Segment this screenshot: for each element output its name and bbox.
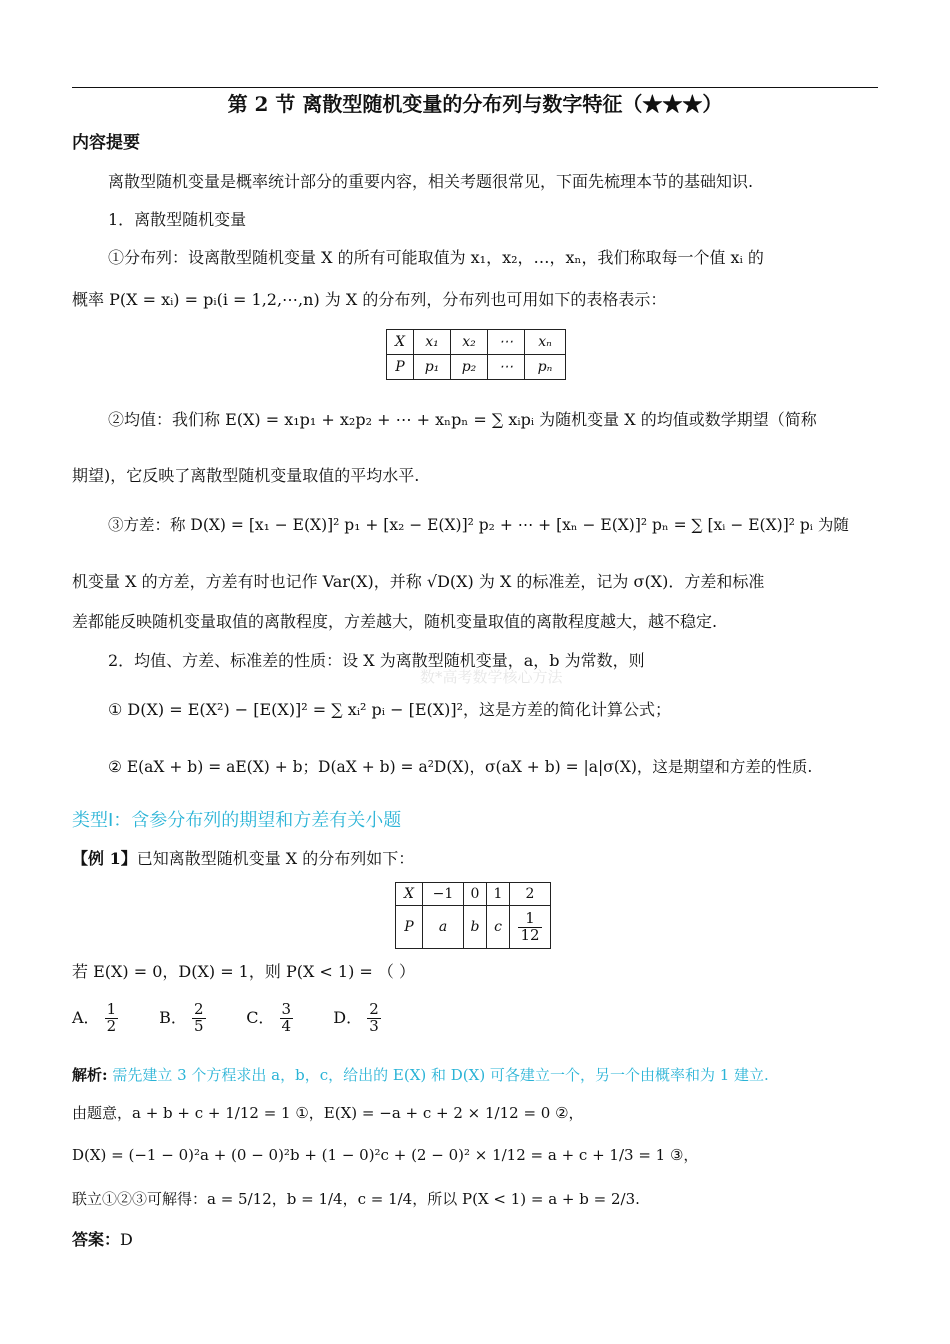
equation-line-3: 联立①②③可解得：a = 5/12，b = 1/4，c = 1/4，所以 P(X < 1) = a + b = 2/3.	[72, 1190, 640, 1208]
variance-text-line1: ③方差：称 D(X) = [x₁ − E(X)]² p₁ + [x₂ − E(X)]² p₂ + ⋯ + [xₙ − E(X)]² pₙ = ∑ [xᵢ − E(X)]² pᵢ 为随	[108, 516, 849, 534]
table-cell: p₁	[414, 355, 451, 380]
table-cell: P	[387, 355, 414, 380]
answer-value: D	[120, 1230, 133, 1249]
example-distribution-table	[395, 882, 551, 949]
fraction-denominator: 3	[369, 1016, 379, 1035]
section-title: 第 2 节 离散型随机变量的分布列与数字特征（★★★）	[227, 92, 723, 116]
example-label: 【例 1】	[72, 849, 137, 868]
table-cell: P	[396, 906, 423, 949]
subsection-2-heading: 2．均值、方差、标准差的性质：设 X 为离散型随机变量，a，b 为常数，则	[108, 651, 645, 670]
question-text: 若 E(X) = 0，D(X) = 1，则 P(X < 1) = （ ）	[72, 962, 416, 981]
option-letter: C．	[246, 1007, 275, 1027]
option-fraction	[280, 1002, 294, 1035]
table-cell: x₂	[451, 330, 488, 355]
intro-paragraph: 离散型随机变量是概率统计部分的重要内容，相关考题很常见，下面先梳理本节的基础知识.	[108, 172, 754, 191]
watermark-text: 数*高考数学核心方法	[420, 668, 563, 686]
mean-text-line2: 期望)，它反映了离散型随机变量取值的平均水平.	[72, 466, 420, 485]
type-1-heading: 类型Ⅰ：含参分布列的期望和方差有关小题	[72, 810, 402, 831]
example-1-statement	[72, 849, 414, 868]
answer-label: 答案：	[72, 1230, 121, 1249]
top-rule	[72, 87, 878, 88]
option-a	[72, 1002, 154, 1035]
table-cell: X	[387, 330, 414, 355]
distribution-table	[386, 329, 566, 380]
mean-text-line1: ②均值：我们称 E(X) = x₁p₁ + x₂p₂ + ⋯ + xₙpₙ = ∑ xᵢpᵢ 为随机变量 X 的均值或数学期望（简称	[108, 410, 817, 429]
option-d	[333, 1002, 415, 1035]
option-b	[159, 1002, 241, 1035]
option-fraction	[367, 1002, 381, 1035]
analysis-line	[72, 1066, 769, 1084]
fraction-numerator: 1	[106, 1000, 117, 1018]
variance-text-line2: 机变量 X 的方差，方差有时也记作 Var(X)，并称 √D(X) 为 X 的标准差，记为 σ(X)．方差和标准	[72, 572, 765, 591]
option-c	[246, 1002, 328, 1035]
example-text: 已知离散型随机变量 X 的分布列如下：	[136, 849, 415, 868]
table-cell: −1	[423, 883, 464, 906]
table-cell: xₙ	[525, 330, 566, 355]
fraction	[518, 908, 541, 944]
fraction-numerator: 1	[518, 911, 541, 928]
option-letter: D．	[333, 1007, 363, 1027]
table-cell: c	[487, 906, 510, 949]
table-cell: ⋯	[488, 330, 525, 355]
table-cell: ⋯	[488, 355, 525, 380]
option-letter: A．	[72, 1007, 100, 1027]
answer-line	[72, 1230, 133, 1249]
content-summary-heading: 内容提要	[72, 133, 140, 153]
property-2: ② E(aX + b) = aE(X) + b；D(aX + b) = a²D(X)，σ(aX + b) = |a|σ(X)，这是期望和方差的性质.	[108, 758, 813, 776]
fraction-denominator: 5	[193, 1016, 204, 1035]
variance-text-line3: 差都能反映随机变量取值的离散程度，方差越大，随机变量取值的离散程度越大，越不稳定.	[72, 612, 718, 631]
equation-line-1: 由题意，a + b + c + 1/12 = 1 ①，E(X) = −a + c + 2 × 1/12 = 0 ②，	[72, 1104, 584, 1122]
option-fraction	[105, 1002, 119, 1035]
distribution-text-line2: 概率 P(X = xᵢ) = pᵢ(i = 1,2,⋯,n) 为 X 的分布列，分布列也可用如下的表格表示：	[72, 290, 667, 309]
analysis-label: 解析:	[72, 1066, 108, 1084]
fraction-numerator: 2	[193, 1000, 204, 1018]
fraction-denominator: 2	[106, 1016, 117, 1035]
analysis-hint: 需先建立 3 个方程求出 a，b，c，给出的 E(X) 和 D(X) 可各建立一个，另一个由概率和为 1 建立.	[112, 1066, 769, 1084]
table-cell: 2	[510, 883, 551, 906]
distribution-text-line1: ①分布列：设离散型随机变量 X 的所有可能取值为 x₁，x₂，…，xₙ，我们称取每一个值 xᵢ 的	[108, 248, 764, 267]
table-cell: a	[423, 906, 464, 949]
option-letter: B．	[159, 1007, 187, 1027]
option-fraction	[192, 1002, 206, 1035]
subsection-1-heading: 1．离散型随机变量	[108, 210, 247, 229]
fraction-numerator: 2	[369, 1000, 379, 1018]
answer-options	[72, 1002, 415, 1035]
fraction-denominator: 4	[281, 1016, 292, 1035]
property-1: ① D(X) = E(X²) − [E(X)]² = ∑ xᵢ² pᵢ − [E(X)]²，这是方差的简化计算公式；	[108, 700, 672, 719]
fraction-denominator: 12	[520, 925, 540, 944]
table-cell: 0	[464, 883, 487, 906]
table-cell: X	[396, 883, 423, 906]
table-cell: pₙ	[525, 355, 566, 380]
table-cell: 1	[487, 883, 510, 906]
table-cell: p₂	[451, 355, 488, 380]
table-cell: b	[464, 906, 487, 949]
table-cell: x₁	[414, 330, 451, 355]
equation-line-2: D(X) = (−1 − 0)²a + (0 − 0)²b + (1 − 0)²c + (2 − 0)² × 1/12 = a + c + 1/3 = 1 ③，	[72, 1146, 699, 1164]
table-cell	[510, 906, 551, 949]
fraction-numerator: 3	[281, 1000, 292, 1018]
